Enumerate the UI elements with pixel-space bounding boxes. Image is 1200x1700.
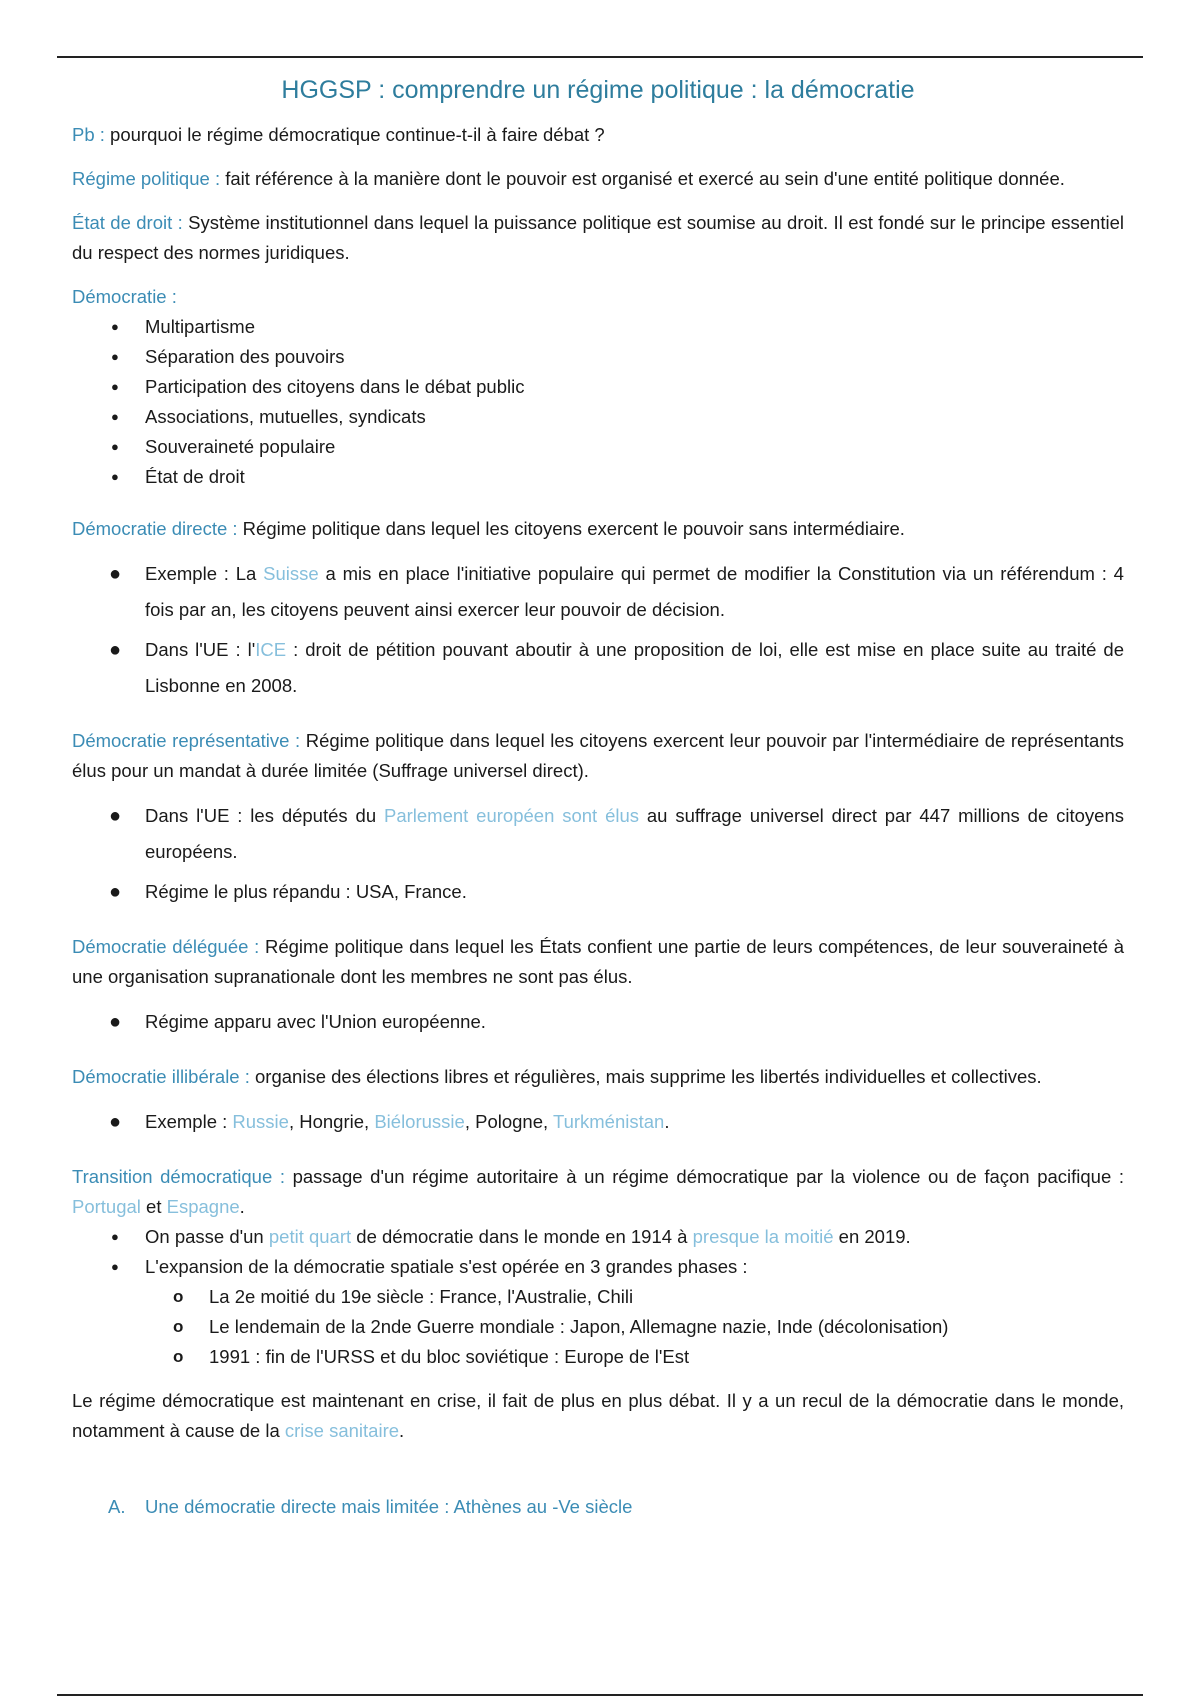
list-item: ● Associations, mutuelles, syndicats <box>145 402 1124 432</box>
list-item: ● Séparation des pouvoirs <box>145 342 1124 372</box>
text-segment: au suffrage universel direct par 447 millions de citoyens européens. <box>145 805 1124 862</box>
list-item: o 1991 : fin de l'URSS et du bloc soviétique : Europe de l'Est <box>209 1342 1124 1372</box>
list-item: ● État de droit <box>145 462 1124 492</box>
etat-label: État de droit : <box>72 212 183 233</box>
text-segment: Dans l'UE : l' <box>145 639 256 660</box>
text-segment: de démocratie dans le monde en 1914 à <box>351 1226 693 1247</box>
representative-label: Démocratie représentative : <box>72 730 301 751</box>
etat-paragraph <box>72 208 1124 268</box>
text-segment: Le régime démocratique est maintenant en crise, il fait de plus en plus débat. Il y a un recul de la démocratie dans le monde, notamment à cause de la <box>72 1390 1124 1441</box>
pb-text: pourquoi le régime démocratique continue-t-il à faire débat ? <box>104 124 605 145</box>
list-item: o Le lendemain de la 2nde Guerre mondiale : Japon, Allemagne nazie, Inde (décolonisation) <box>209 1312 1124 1342</box>
section-number: A. <box>108 1496 126 1517</box>
representative-paragraph <box>72 726 1124 786</box>
etat-text: Système institutionnel dans lequel la puissance politique est soumise au droit. Il est fondé sur le principe essentiel du respect des normes juridiques. <box>72 212 1124 263</box>
text-segment: : droit de pétition pouvant aboutir à une proposition de loi, elle est mise en place suite au traité de Lisbonne en 2008. <box>145 639 1124 696</box>
list-item: o La 2e moitié du 19e siècle : France, l'Australie, Chili <box>209 1282 1124 1312</box>
list-item: ● Régime le plus répandu : USA, France. <box>145 874 1124 910</box>
deleguee-label: Démocratie déléguée : <box>72 936 260 957</box>
list-item <box>145 798 1124 870</box>
text-segment: et <box>140 1196 167 1217</box>
text-segment: , Hongrie, <box>288 1111 375 1132</box>
document-page <box>72 72 1124 1522</box>
list-item <box>145 556 1124 628</box>
page-title: HGGSP : comprendre un régime politique : la démocratie <box>281 76 915 104</box>
text-segment: en 2019. <box>833 1226 911 1247</box>
link-presque-moitie[interactable]: presque la moitié <box>692 1226 834 1247</box>
directe-paragraph <box>72 514 1124 544</box>
conclusion-paragraph <box>72 1386 1124 1446</box>
democratie-heading <box>72 282 1124 312</box>
list-item: ● Multipartisme <box>145 312 1124 342</box>
link-portugal[interactable]: Portugal <box>72 1196 141 1217</box>
link-turkmenistan[interactable]: Turkménistan <box>552 1111 665 1132</box>
list-item <box>145 1104 1124 1140</box>
illiberale-paragraph <box>72 1062 1124 1092</box>
deleguee-text: Régime politique dans lequel les États confient une partie de leurs compétences, de leur souveraineté à une organisation supranationale dont les membres ne sont pas élus. <box>72 936 1124 987</box>
link-suisse[interactable]: Suisse <box>263 563 319 584</box>
directe-text: Régime politique dans lequel les citoyens exercent le pouvoir sans intermédiaire. <box>237 518 905 539</box>
representative-list <box>72 798 1124 910</box>
text-segment: Exemple : La <box>145 563 264 584</box>
text-segment: . <box>664 1111 670 1132</box>
list-item: ● Participation des citoyens dans le débat public <box>145 372 1124 402</box>
list-item <box>145 1252 1124 1372</box>
illiberale-label: Démocratie illibérale : <box>72 1066 250 1087</box>
deleguee-list <box>72 1004 1124 1040</box>
illiberale-list <box>72 1104 1124 1140</box>
transition-list <box>72 1222 1124 1372</box>
section-title: Une démocratie directe mais limitée : Athènes au -Ve siècle <box>145 1496 633 1517</box>
text-segment: a mis en place l'initiative populaire qui permet de modifier la Constitution via un référendum : 4 fois par an, les citoyens peuvent ainsi exercer leur pouvoir de décision. <box>145 563 1124 620</box>
democratie-list <box>72 312 1124 492</box>
transition-paragraph <box>72 1162 1124 1222</box>
section-a-heading <box>72 1492 1124 1522</box>
phases-list <box>145 1282 1124 1372</box>
democratie-label: Démocratie : <box>72 286 177 307</box>
text-segment: Dans l'UE : les députés du <box>145 805 384 826</box>
illiberale-text: organise des élections libres et régulières, mais supprime les libertés individuelles et collectives. <box>249 1066 1042 1087</box>
transition-text: passage d'un régime autoritaire à un régime démocratique par la violence ou de façon pacifique : <box>285 1166 1124 1187</box>
link-espagne[interactable]: Espagne <box>166 1196 240 1217</box>
text-segment: . <box>399 1420 405 1441</box>
regime-paragraph <box>72 164 1124 194</box>
link-petit-quart[interactable]: petit quart <box>268 1226 352 1247</box>
directe-label: Démocratie directe : <box>72 518 238 539</box>
deleguee-paragraph <box>72 932 1124 992</box>
link-bielorussie[interactable]: Biélorussie <box>374 1111 465 1132</box>
pb-label: Pb : <box>72 124 105 145</box>
text-segment: Exemple : <box>145 1111 233 1132</box>
regime-label: Régime politique : <box>72 168 221 189</box>
link-russie[interactable]: Russie <box>232 1111 289 1132</box>
text-segment: , Pologne, <box>464 1111 553 1132</box>
list-item <box>145 1222 1124 1252</box>
list-item: ● Régime apparu avec l'Union européenne. <box>145 1004 1124 1040</box>
representative-text: Régime politique dans lequel les citoyens exercent leur pouvoir par l'intermédiaire de représentants élus pour un mandat à durée limitée (Suffrage universel direct). <box>72 730 1125 781</box>
text-segment: On passe d'un <box>145 1226 269 1247</box>
regime-text: fait référence à la manière dont le pouvoir est organisé et exercé au sein d'une entité politique donnée. <box>220 168 1065 189</box>
link-ice[interactable]: ICE <box>255 639 287 660</box>
list-item: ● Souveraineté populaire <box>145 432 1124 462</box>
top-rule <box>57 56 1143 58</box>
transition-label: Transition démocratique : <box>72 1166 285 1187</box>
text-segment: . <box>239 1196 245 1217</box>
bottom-rule <box>57 1694 1143 1696</box>
link-parlement[interactable]: Parlement européen sont élus <box>383 805 640 826</box>
directe-list <box>72 556 1124 704</box>
link-crise-sanitaire[interactable]: crise sanitaire <box>284 1420 400 1441</box>
list-item <box>145 632 1124 704</box>
pb-paragraph <box>72 120 1124 150</box>
text-segment: L'expansion de la démocratie spatiale s'est opérée en 3 grandes phases : <box>145 1256 748 1277</box>
